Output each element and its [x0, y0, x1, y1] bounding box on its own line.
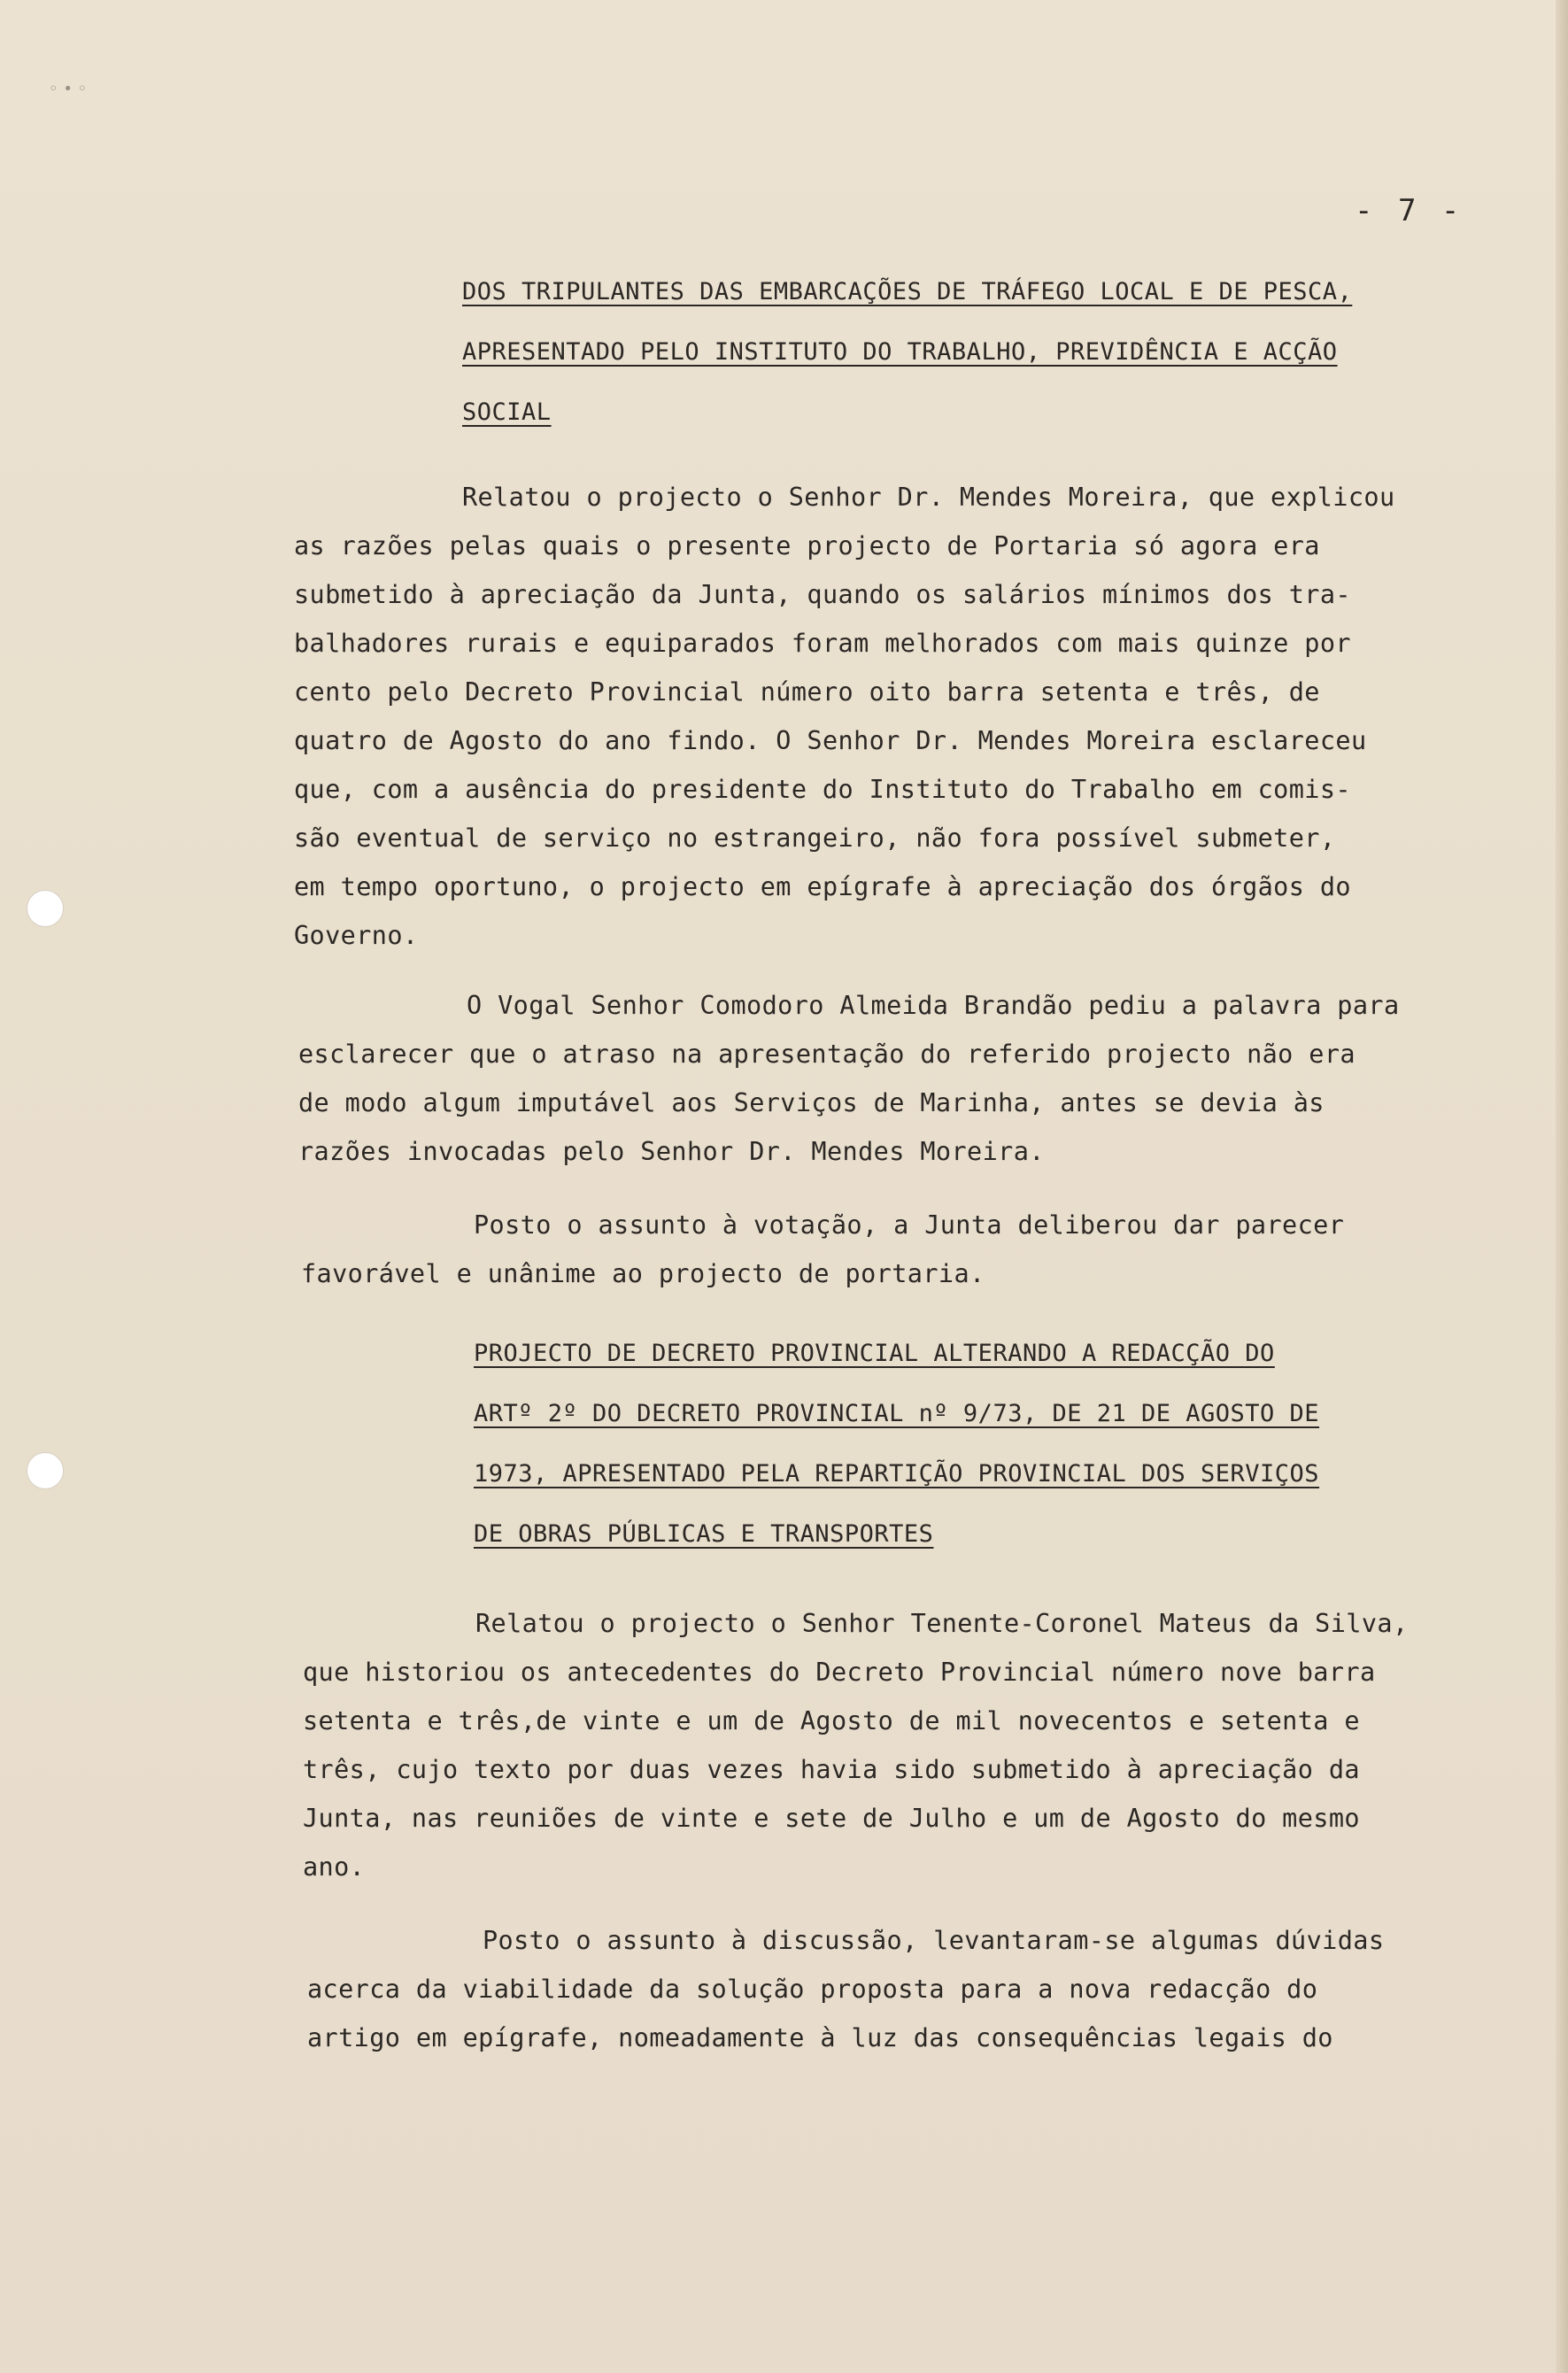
text-line: razões invocadas pelo Senhor Dr. Mendes Moreira. [298, 1137, 1045, 1166]
text-line: Posto o assunto à votação, a Junta deliberou dar parecer [474, 1210, 1345, 1240]
text-line: são eventual de serviço no estrangeiro, não fora possível submeter, [294, 823, 1336, 853]
text-line: que historiou os antecedentes do Decreto Provincial número nove barra [303, 1658, 1376, 1687]
punch-hole [27, 1452, 64, 1489]
text-line: artigo em epígrafe, nomeadamente à luz das consequências legais do [307, 2023, 1333, 2052]
text-line: acerca da viabilidade da solução proposta para a nova redacção do [307, 1975, 1318, 2004]
text-line: balhadores rurais e equiparados foram melhorados com mais quinze por [294, 629, 1351, 658]
page-number: - 7 - [1355, 193, 1464, 228]
punch-hole [27, 890, 64, 927]
text-line: Governo. [294, 921, 419, 950]
text-line: submetido à apreciação da Junta, quando os salários mínimos dos tra- [294, 580, 1351, 609]
text-line: quatro de Agosto do ano findo. O Senhor Dr. Mendes Moreira esclareceu [294, 726, 1367, 755]
section-heading-1 [462, 262, 1352, 443]
heading-line: PROJECTO DE DECRETO PROVINCIAL ALTERANDO A REDACÇÃO DO [474, 1340, 1275, 1367]
text-line: Relatou o projecto o Senhor Dr. Mendes Moreira, que explicou [462, 483, 1395, 512]
text-line: que, com a ausência do presidente do Instituto do Trabalho em comis- [294, 775, 1351, 804]
paragraph-5 [307, 1916, 1384, 2062]
text-line: Posto o assunto à discussão, levantaram-se algumas dúvidas [483, 1926, 1385, 1955]
text-line: as razões pelas quais o presente projecto de Portaria só agora era [294, 531, 1320, 560]
text-line: ano. [303, 1852, 366, 1882]
text-line: em tempo oportuno, o projecto em epígrafe à apreciação dos órgãos do [294, 872, 1351, 901]
text-line: favorável e unânime ao projecto de portaria. [301, 1259, 985, 1288]
heading-line: 1973, APRESENTADO PELA REPARTIÇÃO PROVINCIAL DOS SERVIÇOS [474, 1460, 1320, 1488]
text-line: Junta, nas reuniões de vinte e sete de Julho e um de Agosto do mesmo [303, 1804, 1360, 1833]
heading-line: ARTº 2º DO DECRETO PROVINCIAL nº 9/73, DE 21 DE AGOSTO DE [474, 1400, 1320, 1427]
text-line: O Vogal Senhor Comodoro Almeida Brandão pediu a palavra para [467, 991, 1400, 1020]
text-line: Relatou o projecto o Senhor Tenente-Coronel Mateus da Silva, [475, 1609, 1409, 1638]
heading-line: APRESENTADO PELO INSTITUTO DO TRABALHO, PREVIDÊNCIA E ACÇÃO [462, 338, 1338, 366]
paper-edge [1556, 0, 1568, 2373]
paragraph-2 [298, 981, 1400, 1176]
text-line: de modo algum imputável aos Serviços de Marinha, antes se devia às [298, 1088, 1325, 1117]
paragraph-3 [301, 1201, 1344, 1298]
paper-specks: ◦ • ◦ [49, 80, 88, 98]
text-line: esclarecer que o atraso na apresentação do referido projecto não era [298, 1040, 1356, 1069]
text-line: cento pelo Decreto Provincial número oito barra setenta e três, de [294, 677, 1320, 707]
heading-line: DE OBRAS PÚBLICAS E TRANSPORTES [474, 1520, 934, 1548]
text-line: três, cujo texto por duas vezes havia sido submetido à apreciação da [303, 1755, 1360, 1784]
paragraph-4 [303, 1599, 1409, 1891]
text-line: setenta e três,de vinte e um de Agosto de mil novecentos e setenta e [303, 1706, 1360, 1735]
section-heading-2 [474, 1324, 1319, 1565]
heading-line: SOCIAL [462, 398, 552, 426]
heading-line: DOS TRIPULANTES DAS EMBARCAÇÕES DE TRÁFEGO LOCAL E DE PESCA, [462, 278, 1353, 305]
paragraph-1 [294, 473, 1395, 960]
